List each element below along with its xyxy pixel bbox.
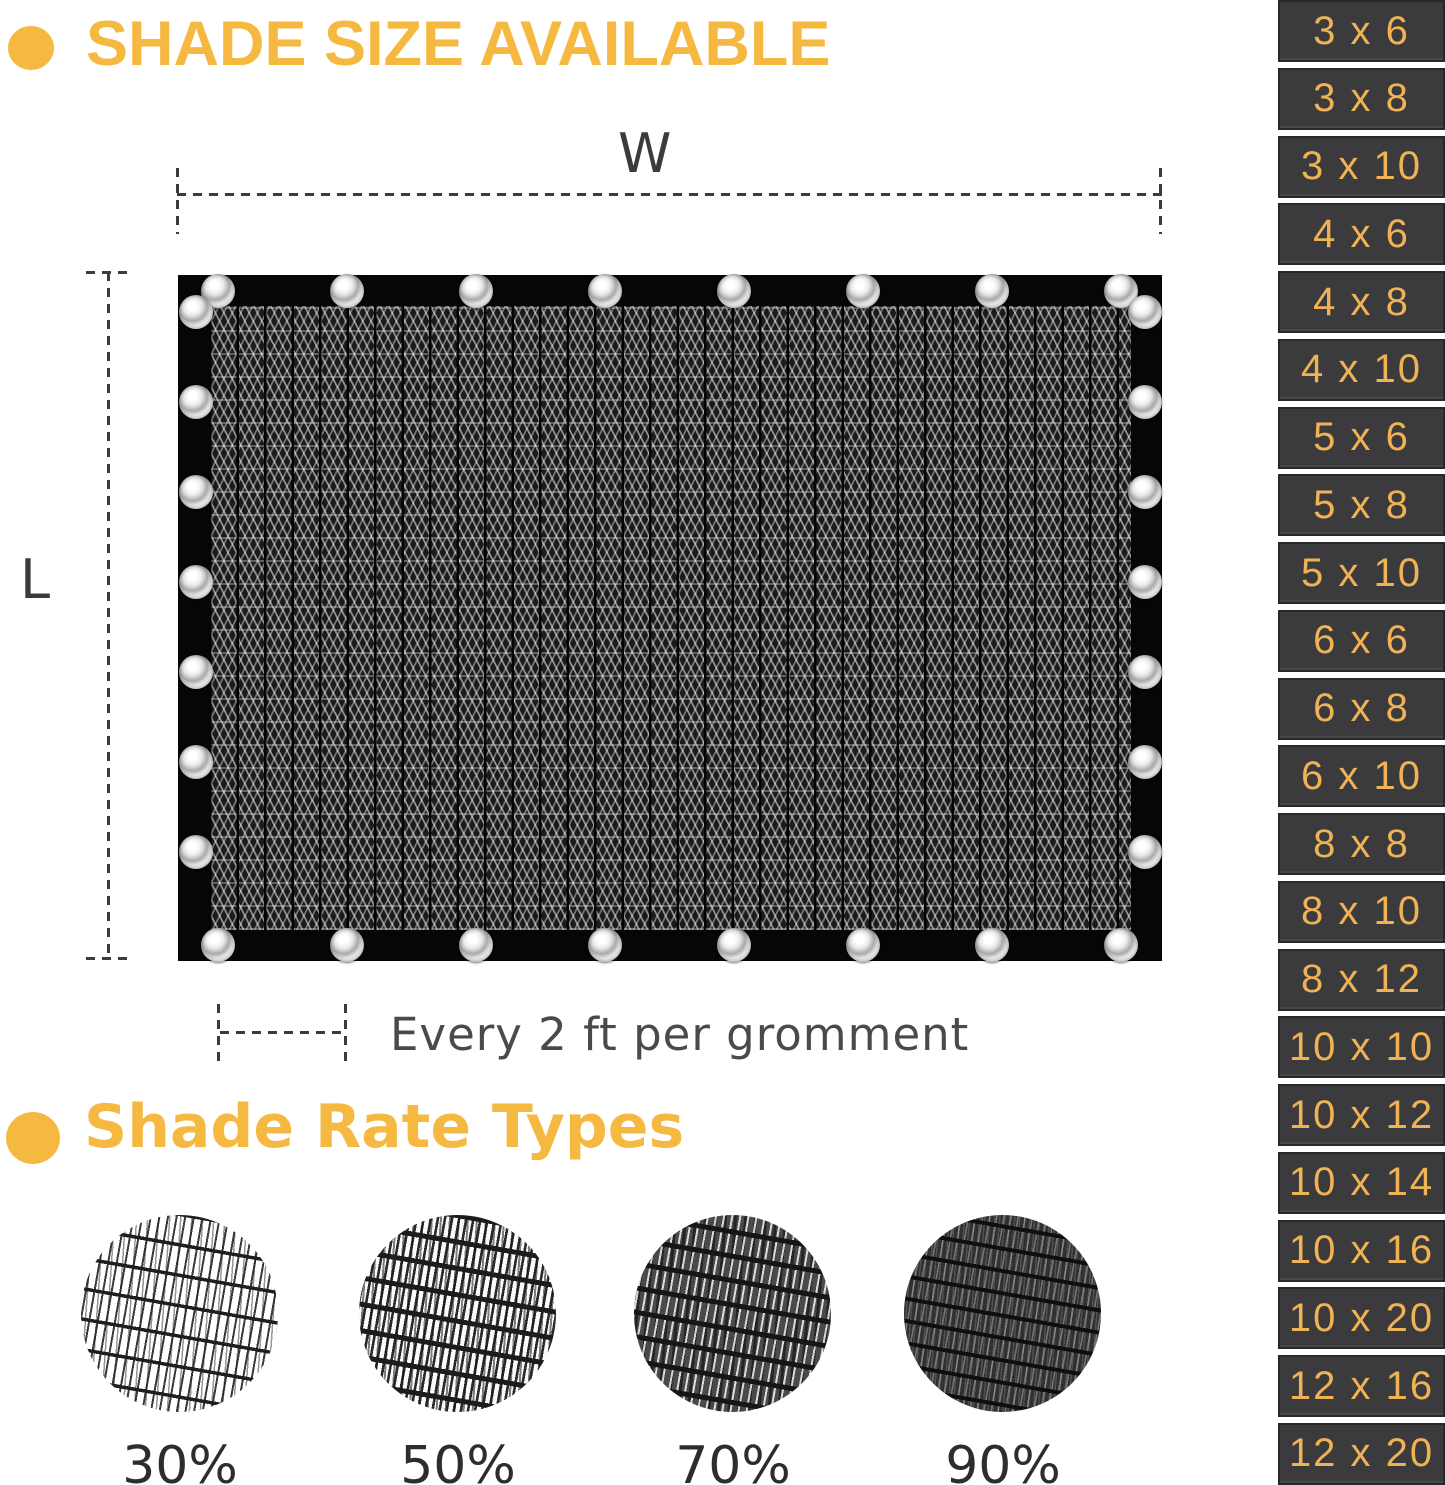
mesh-swatch-90	[904, 1215, 1101, 1412]
size-item: 6 x 6	[1278, 610, 1445, 672]
grommet	[846, 274, 880, 308]
rate-swatch-group	[904, 1215, 1102, 1485]
bullet-icon	[8, 26, 54, 70]
grommet	[717, 928, 751, 962]
size-item: 12 x 20	[1278, 1423, 1445, 1485]
length-dimension-label: L	[20, 548, 51, 611]
shade-mesh-texture	[209, 306, 1131, 930]
rate-label: 50%	[400, 1436, 516, 1485]
grommet	[588, 928, 622, 962]
size-item: 5 x 8	[1278, 474, 1445, 536]
grommet	[179, 655, 213, 689]
size-item: 10 x 14	[1278, 1152, 1445, 1214]
size-item: 4 x 10	[1278, 339, 1445, 401]
grommet	[179, 565, 213, 599]
mesh-swatch-30	[81, 1215, 278, 1412]
grommet	[975, 274, 1009, 308]
size-item: 12 x 16	[1278, 1355, 1445, 1417]
grommet	[1128, 295, 1162, 329]
width-dimension-line	[177, 193, 1162, 196]
grommet	[1128, 565, 1162, 599]
grommet	[588, 274, 622, 308]
grommet	[330, 928, 364, 962]
size-item: 3 x 8	[1278, 68, 1445, 130]
grommet	[179, 385, 213, 419]
rate-swatch-group	[634, 1215, 832, 1485]
size-item: 4 x 6	[1278, 203, 1445, 265]
width-dimension-tick-right	[1159, 168, 1162, 234]
bullet-icon	[6, 1112, 60, 1164]
size-item: 3 x 6	[1278, 0, 1445, 62]
grommet	[459, 274, 493, 308]
size-item: 8 x 8	[1278, 813, 1445, 875]
size-item: 5 x 6	[1278, 407, 1445, 469]
size-list	[1278, 0, 1445, 1485]
grommet	[179, 745, 213, 779]
grommet	[179, 835, 213, 869]
rate-swatch-group	[81, 1215, 279, 1485]
size-item: 4 x 8	[1278, 271, 1445, 333]
grommet	[330, 274, 364, 308]
size-item: 10 x 16	[1278, 1220, 1445, 1282]
grommet	[1128, 835, 1162, 869]
rate-swatch-group	[359, 1215, 557, 1485]
size-item: 8 x 12	[1278, 949, 1445, 1011]
grommet-spacing-note: Every 2 ft per gromment	[390, 1008, 970, 1061]
length-dimension-line	[107, 272, 110, 960]
grommet	[179, 295, 213, 329]
width-dimension-label: W	[618, 122, 672, 185]
grommet	[1128, 475, 1162, 509]
grommet	[1104, 928, 1138, 962]
size-item: 5 x 10	[1278, 542, 1445, 604]
grommet	[1128, 385, 1162, 419]
size-item: 8 x 10	[1278, 881, 1445, 943]
size-item: 3 x 10	[1278, 136, 1445, 198]
grommet	[459, 928, 493, 962]
grommet	[1128, 655, 1162, 689]
shade-net	[178, 275, 1162, 961]
size-item: 6 x 10	[1278, 745, 1445, 807]
size-item: 10 x 12	[1278, 1084, 1445, 1146]
size-item: 10 x 20	[1278, 1287, 1445, 1349]
size-item: 6 x 8	[1278, 678, 1445, 740]
rate-label: 90%	[945, 1436, 1061, 1485]
grommet	[717, 274, 751, 308]
size-item: 10 x 10	[1278, 1016, 1445, 1078]
length-dimension-tick-top	[86, 271, 132, 274]
mesh-swatch-50	[359, 1215, 556, 1412]
grommet-spacing-tick-right	[344, 1004, 347, 1062]
grommet-spacing-line	[220, 1031, 344, 1034]
shade-rate-title: Shade Rate Types	[84, 1092, 685, 1162]
page-title: SHADE SIZE AVAILABLE	[86, 9, 831, 79]
rate-label: 30%	[122, 1436, 238, 1485]
length-dimension-tick-bottom	[86, 957, 132, 960]
width-dimension-tick-left	[176, 168, 179, 234]
grommet	[846, 928, 880, 962]
grommet	[201, 928, 235, 962]
rate-label: 70%	[675, 1436, 791, 1485]
grommet	[975, 928, 1009, 962]
grommet	[179, 475, 213, 509]
mesh-swatch-70	[634, 1215, 831, 1412]
grommet	[1128, 745, 1162, 779]
